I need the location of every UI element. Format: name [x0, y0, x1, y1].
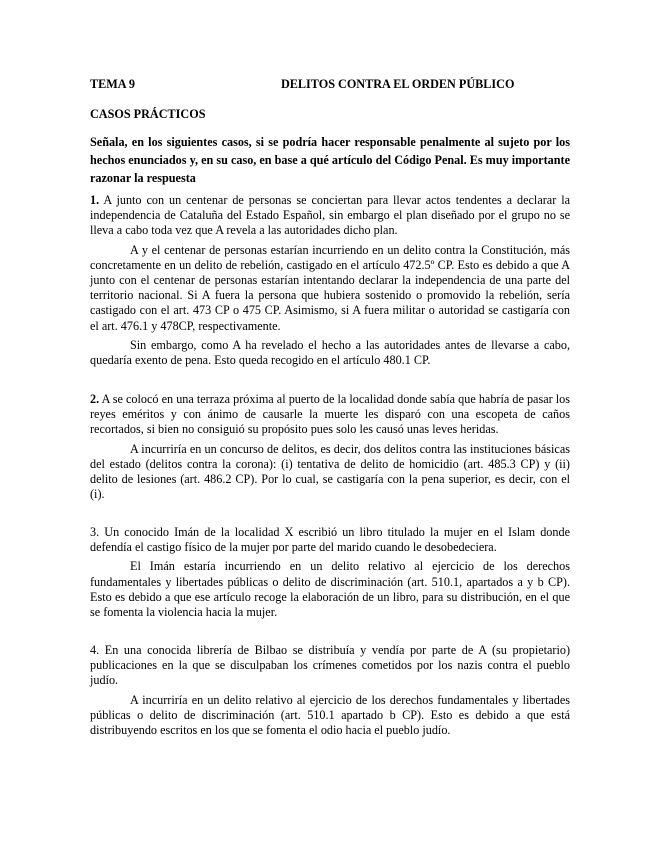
case-number: 1. — [90, 193, 100, 207]
case-3 — [90, 525, 570, 620]
case-number: 2. — [90, 392, 100, 406]
case-answer: A incurriría en un delito relativo al ejercicio de los derechos fundamentales y libertades públicas o delito de discriminación (art. 510.1 apartado b CP). Esto es debido a que está distribuyendo escritos en los que se fomenta el odio hacia el pueblo judío. — [90, 692, 570, 738]
section-subtitle: CASOS PRÁCTICOS — [90, 107, 206, 121]
case-answer: Sin embargo, como A ha revelado el hecho a las autoridades antes de llevarse a cabo, quedaría exento de pena. Esto queda recogido en el artículo 480.1 CP. — [90, 337, 570, 368]
case-statement-text: Un conocido Imán de la localidad X escribió un libro titulado la mujer en el Islam donde defendía el castigo físico de la mujer por parte del marido cuando le desobedeciera. — [90, 525, 570, 555]
case-number: 4. — [90, 643, 100, 657]
case-statement — [90, 193, 570, 239]
topic-number: TEMA 9 — [90, 77, 136, 91]
case-1 — [90, 193, 570, 368]
case-statement — [90, 525, 570, 555]
case-statement — [90, 643, 570, 689]
case-statement-text: A junto con un centenar de personas se conciertan para llevar actos tendentes a declarar la independencia de Cataluña del Estado Español, sin embargo el plan diseñado por el grupo no se lleva a cabo toda vez que A revela a las autoridades dicho plan. — [90, 193, 570, 238]
case-answer: A y el centenar de personas estarían incurriendo en un delito contra la Constitución, más concretamente en un delito de rebelión, castigado en el artículo 472.5º CP. Esto es debido a que A junto con el centenar de personas estarían intentando declarar la independencia de una parte del territorio nacional. Si A fuera la persona que hubiera sostenido o promovido la rebelión, sería castigado con el art. 473 CP o 475 CP. Asimismo, si A fuera militar o autoridad se castigaría con el art. 476.1 y 478CP, respectivamente. — [90, 242, 570, 333]
case-2 — [90, 392, 570, 502]
case-statement-text: A se colocó en una terraza próxima al puerto de la localidad donde sabía que habría de pasar los reyes eméritos y con ánimo de causarle la muerte les disparó con una escopeta de caños recortados, si bien no consiguió su propósito pues solo les causó unas leves heridas. — [90, 392, 570, 437]
case-4 — [90, 643, 570, 738]
case-number: 3. — [90, 525, 100, 539]
case-answer: A incurriría en un concurso de delitos, es decir, dos delitos contra las instituciones básicas del estado (delitos contra la corona): (i) tentativa de delito de homicidio (art. 485.3 CP) y (ii) delito de lesiones (art. 486.2 CP). Por lo cual, se castigaría con la pena superior, es decir, con el (i). — [90, 441, 570, 502]
case-answer: El Imán estaría incurriendo en un delito relativo al ejercicio de los derechos fundamentales y libertades públicas o delito de discriminación (art. 510.1, apartados a y b CP). Esto es debido a que ese artículo recoge la elaboración de un libro, para su distribución, en el que se fomenta la violencia hacia la mujer. — [90, 559, 570, 620]
case-statement-text: En una conocida librería de Bilbao se distribuía y vendía por parte de A (su propietario) publicaciones en la que se disculpaban los crímenes cometidos por los nazis contra el pueblo judío. — [90, 643, 571, 688]
case-statement — [90, 392, 570, 438]
instructions-paragraph: Señala, en los siguientes casos, si se podría hacer responsable penalmente al sujeto por los hechos enunciados y, en su caso, en base a qué artículo del Código Penal. Es muy importante razonar la respuesta — [90, 135, 570, 185]
topic-title: DELITOS CONTRA EL ORDEN PÚBLICO — [281, 77, 515, 91]
